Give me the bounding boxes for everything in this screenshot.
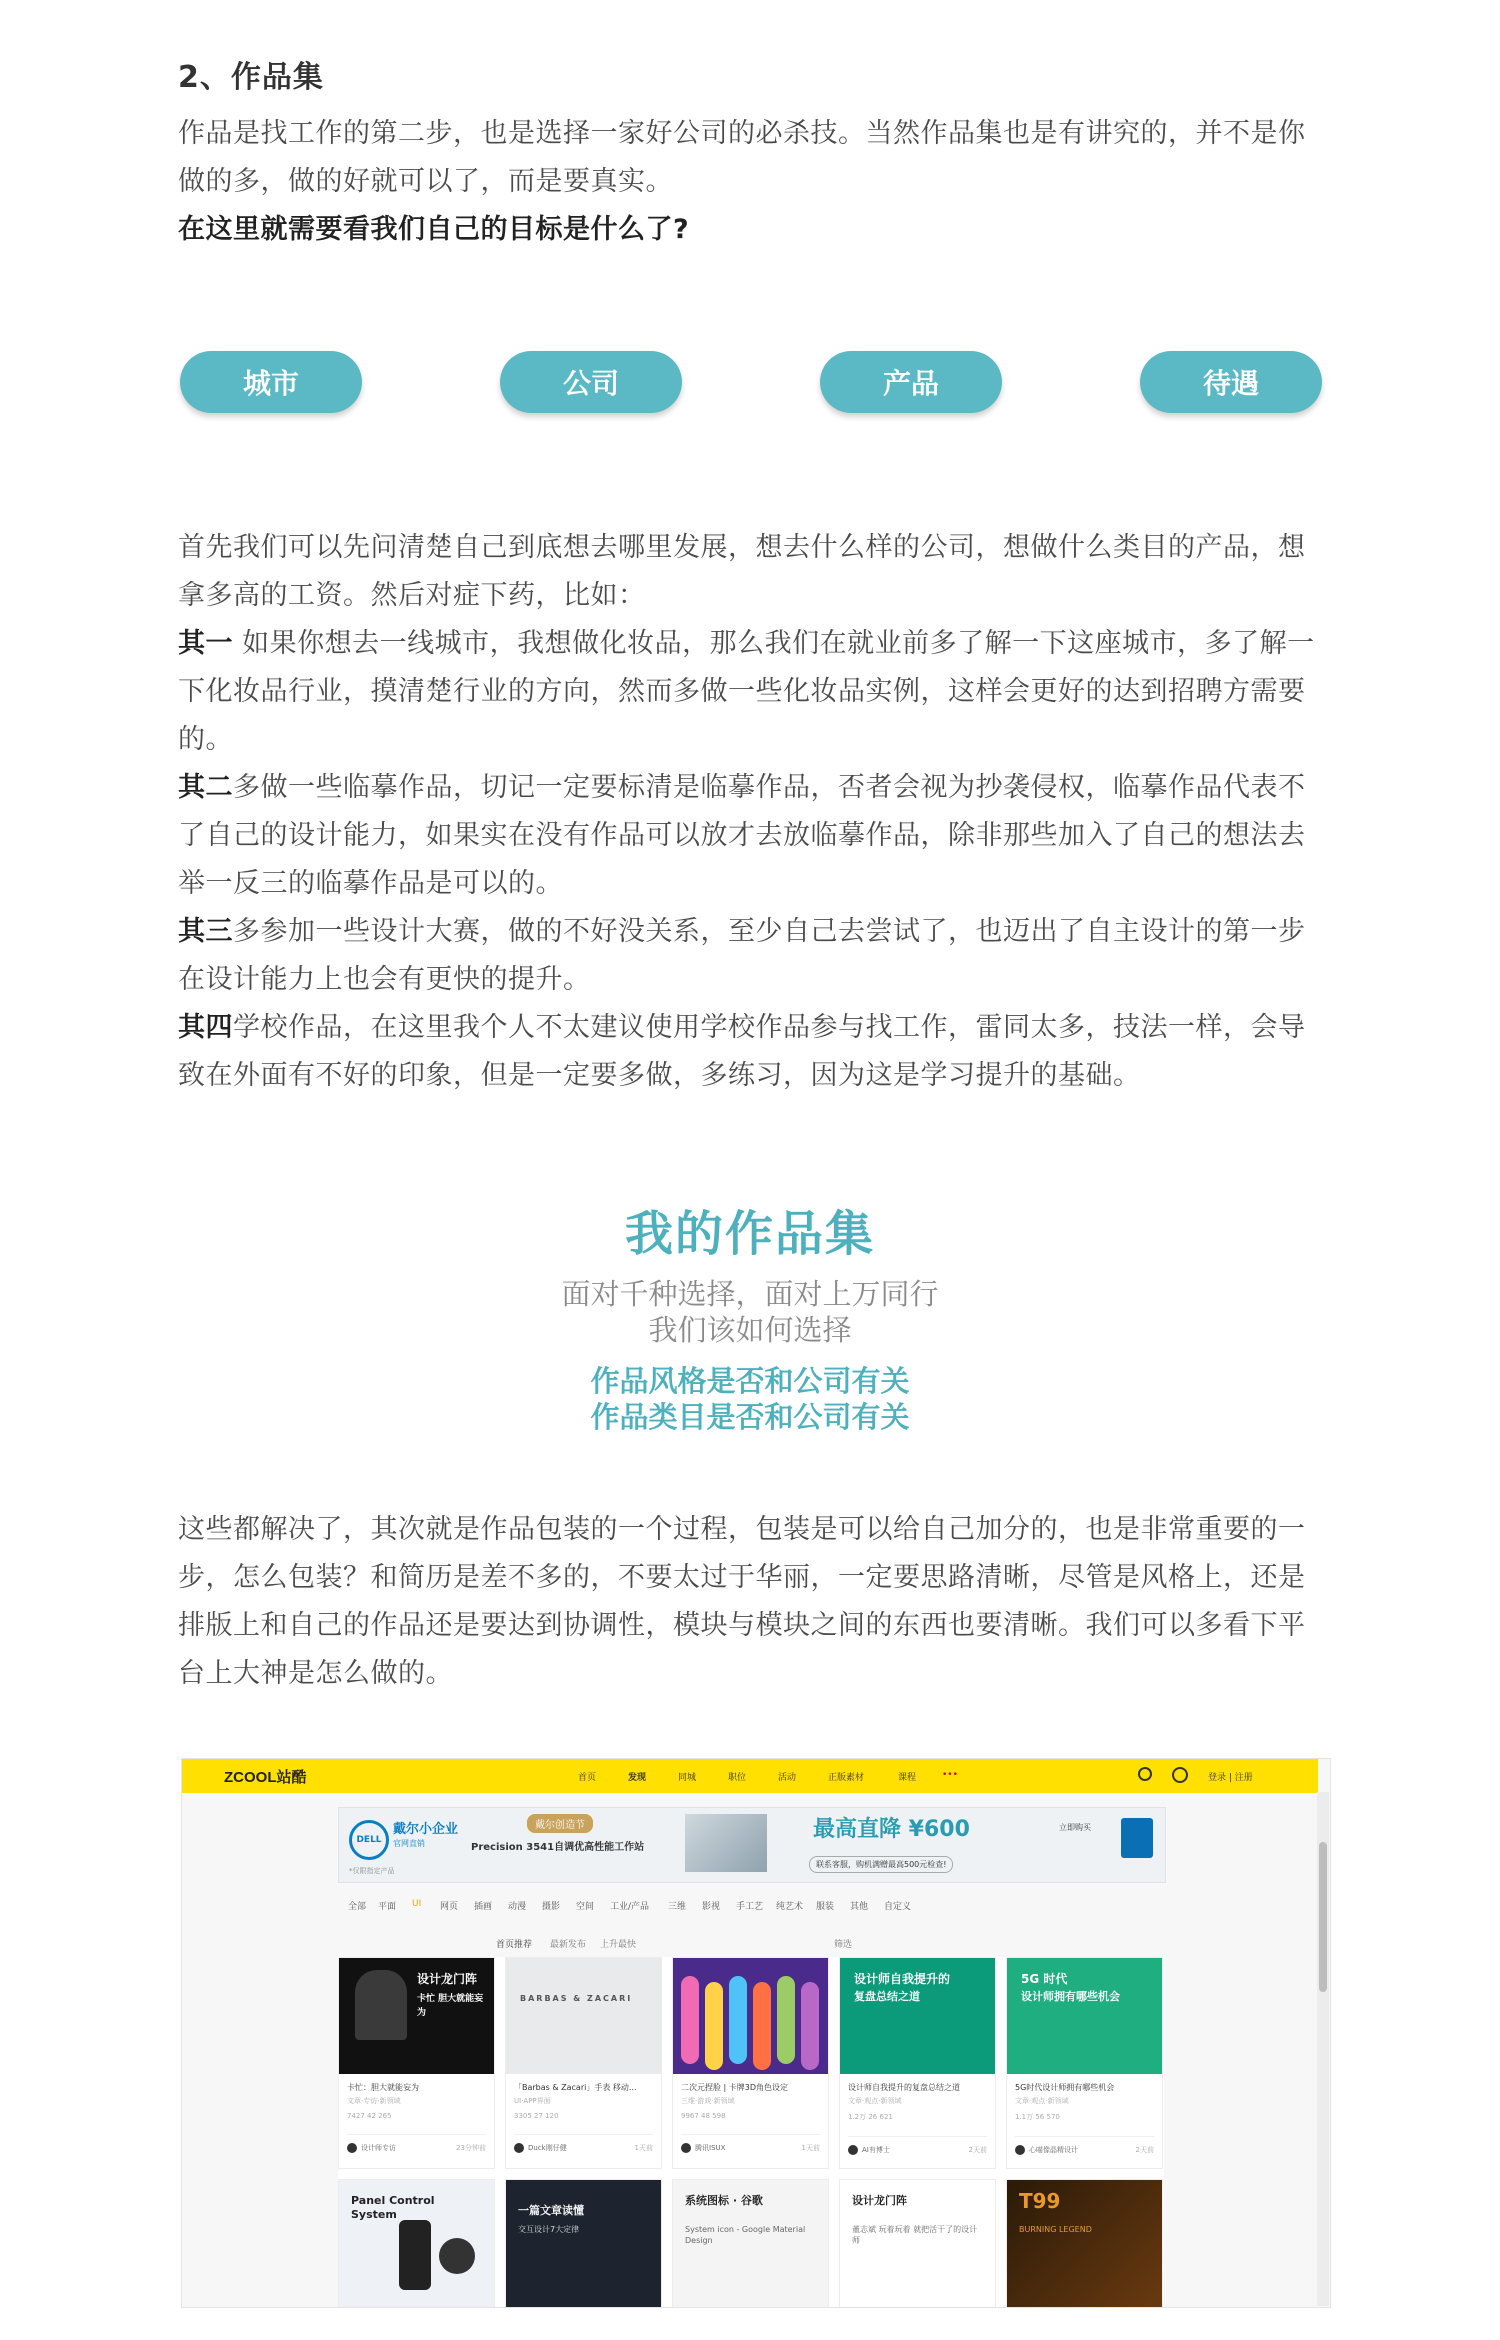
body-line: 拿多高的工资。然后对症下药，比如： (178, 580, 646, 611)
zcool-screenshot (181, 1758, 1331, 2308)
author-name[interactable]: 心喵像晶精设计 (1029, 2146, 1078, 2154)
ad-product: Precision 3541自调优高性能工作站 (471, 1842, 645, 1853)
portfolio-subtitle: 我们该如何选择 (648, 1313, 852, 1347)
point-label: 其一 (178, 628, 233, 659)
cat-3d[interactable]: 三维 (668, 1902, 687, 1912)
point-label: 其四 (178, 1012, 233, 1043)
cat-art[interactable]: 纯艺术 (776, 1902, 804, 1912)
card-img-title: 设计师自我提升的 (854, 1972, 951, 1986)
card-meta: 三维·游戏·新领域 (681, 2097, 735, 2105)
dell-logo: DELL (349, 1820, 389, 1860)
card-img-title: T99 (1019, 2189, 1061, 2213)
work-card[interactable] (505, 1957, 662, 2169)
avatar (681, 2143, 691, 2153)
search-icon[interactable] (1138, 1767, 1152, 1781)
cat-other[interactable]: 其他 (850, 1902, 869, 1912)
nav-city[interactable]: 同城 (678, 1773, 697, 1783)
nav-home[interactable]: 首页 (578, 1773, 597, 1783)
point-2: 其二多做一些临摹作品，切记一定要标清是临摹作品，否者会视为抄袭侵权，临摹作品代表不 (178, 772, 1306, 803)
card-meta: 文章·观点·新领域 (1015, 2097, 1069, 2105)
cat-graphic[interactable]: 平面 (378, 1902, 397, 1912)
character-figure (681, 1976, 699, 2064)
body-line: 排版上和自己的作品还是要达到协调性，模块与模块之间的东西也要清晰。我们可以多看下平 (178, 1610, 1306, 1641)
card-img-sub: 董志斌 玩着玩着 就把活干了的设计师 (852, 2225, 978, 2245)
card-grid (338, 1957, 1164, 2307)
cat-fashion[interactable]: 服装 (816, 1902, 835, 1912)
nav-jobs[interactable]: 职位 (728, 1773, 747, 1783)
ad-note: *仅限指定产品 (349, 1867, 395, 1875)
card-image (673, 2180, 828, 2308)
ad-brand-sub: 官网直销 (393, 1839, 425, 1848)
nav-stock[interactable]: 正版素材 (828, 1773, 865, 1783)
nav-more[interactable]: ••• (942, 1770, 958, 1780)
work-card[interactable] (505, 2179, 662, 2308)
watch-mockup (439, 2238, 475, 2274)
card-image (1007, 2180, 1162, 2308)
character-figure (705, 1982, 723, 2070)
nav-events[interactable]: 活动 (778, 1773, 797, 1783)
portfolio-subtitle: 面对千种选择，面对上万同行 (561, 1277, 939, 1311)
cat-web[interactable]: 网页 (440, 1902, 459, 1912)
portfolio-title: 我的作品集 (624, 1206, 875, 1262)
work-card[interactable] (839, 1957, 996, 2169)
card-img-title: BARBAS & ZACARI (520, 1994, 633, 2003)
work-card[interactable] (672, 1957, 829, 2169)
upload-icon[interactable] (1172, 1767, 1188, 1783)
body-line: 这些都解决了，其次就是作品包装的一个过程，包装是可以给自己加分的，也是非常重要的一 (178, 1514, 1306, 1545)
card-author (848, 2136, 987, 2155)
card-meta: 文章·专访·新领域 (347, 2097, 401, 2105)
nav-discover[interactable]: 发现 (628, 1773, 647, 1783)
card-meta: 文章·观点·新领域 (848, 2097, 902, 2105)
body-block-2 (178, 1506, 1338, 1698)
card-image (673, 1958, 828, 2074)
character-figure (753, 1982, 771, 2070)
work-card[interactable] (672, 2179, 829, 2308)
avatar (848, 2145, 858, 2155)
question-line: 在这里就需要看我们自己的目标是什么了? (178, 214, 690, 245)
card-image (339, 2180, 494, 2308)
card-image (339, 1958, 494, 2074)
nav-courses[interactable]: 课程 (898, 1773, 917, 1783)
pill-salary: 待遇 (1140, 351, 1322, 413)
top-nav-bar (182, 1759, 1318, 1793)
work-card[interactable] (1006, 2179, 1163, 2308)
card-stats: 7427 42 265 (347, 2112, 392, 2120)
body-line: 的。 (178, 724, 233, 755)
cat-custom[interactable]: 自定义 (884, 1902, 912, 1912)
point-4: 其四学校作品，在这里我个人不太建议使用学校作品参与找工作，雷同太多，技法一样，会导 (178, 1012, 1306, 1043)
point-label: 其二 (178, 772, 233, 803)
page-scrollbar[interactable] (1317, 1792, 1329, 2306)
card-author (1015, 2136, 1154, 2155)
post-time: 23分钟前 (456, 2144, 486, 2152)
card-stats: 1.1万 56 570 (1015, 2113, 1060, 2121)
cat-photo[interactable]: 摄影 (542, 1902, 561, 1912)
card-stats: 9967 48 598 (681, 2112, 726, 2120)
avatar (1015, 2145, 1025, 2155)
work-card[interactable] (338, 1957, 495, 2169)
cat-all[interactable]: 全部 (348, 1902, 367, 1912)
card-img-title: 一篇文章读懂 (518, 2204, 584, 2217)
character-figure (729, 1976, 747, 2064)
portfolio-accent: 作品类目是否和公司有关 (590, 1400, 910, 1434)
card-img-sub: 卡忙 胆大就能妄为 (417, 1994, 484, 2018)
card-img-title: Panel Control System (351, 2194, 435, 2221)
goal-pills (178, 351, 1338, 413)
ad-brand: 戴尔小企业 (393, 1822, 459, 1837)
card-img-sub: 设计师拥有哪些机会 (1021, 1990, 1120, 2003)
work-card[interactable] (839, 2179, 996, 2308)
card-meta: UI·APP界面 (514, 2097, 551, 2105)
card-title: 设计师自我提升的复盘总结之道 (848, 2083, 960, 2092)
intro-block (178, 110, 1338, 254)
card-author (681, 2134, 820, 2153)
post-time: 1天前 (801, 2144, 820, 2152)
intro-line: 做的多，做的好就可以了，而是要真实。 (178, 166, 673, 197)
ad-buy[interactable]: 立即购买 (1059, 1823, 1091, 1832)
card-image (506, 1958, 661, 2074)
body-block-1 (178, 524, 1338, 1100)
body-line: 举一反三的临摹作品是可以的。 (178, 868, 563, 899)
laptop-image (685, 1814, 767, 1872)
point-3: 其三多参加一些设计大赛，做的不好没关系，至少自己去尝试了，也迈出了自主设计的第一步 (178, 916, 1306, 947)
card-img-sub: BURNING LEGEND (1019, 2225, 1092, 2234)
body-line: 在设计能力上也会有更快的提升。 (178, 964, 591, 995)
card-title: 5G时代设计师拥有哪些机会 (1015, 2083, 1115, 2092)
pill-product: 产品 (820, 351, 1002, 413)
avatar (514, 2143, 524, 2153)
work-card[interactable] (338, 2179, 495, 2308)
cat-film[interactable]: 影视 (702, 1902, 721, 1912)
post-time: 1天前 (634, 2144, 653, 2152)
cat-illustration[interactable]: 插画 (474, 1902, 493, 1912)
card-title: 「Barbas & Zacari」手表 移动... (514, 2083, 637, 2092)
post-time: 2天前 (1135, 2146, 1154, 2154)
card-author (347, 2134, 486, 2153)
work-card[interactable] (1006, 1957, 1163, 2169)
dell-ad-banner[interactable] (338, 1807, 1166, 1883)
intel-badge (1121, 1818, 1153, 1858)
tab-recommended[interactable]: 首页推荐 (496, 1940, 533, 1950)
card-image (1007, 1958, 1162, 2074)
ad-festival: 戴尔创造节 (527, 1814, 593, 1833)
post-time: 2天前 (968, 2146, 987, 2154)
cat-space[interactable]: 空间 (576, 1902, 595, 1912)
card-stats: 1.2万 26 621 (848, 2113, 893, 2121)
card-img-title: 设计龙门阵 (417, 1972, 478, 1986)
card-img-sub: 交互设计7大定律 (518, 2225, 580, 2234)
body-line: 了自己的设计能力，如果实在没有作品可以放才去放临摹作品，除非那些加入了自己的想法去 (178, 820, 1306, 851)
author-name[interactable]: 腾讯ISUX (695, 2144, 726, 2152)
author-name[interactable]: AI有博士 (862, 2146, 890, 2154)
body-line: 下化妆品行业，摸清楚行业的方向，然而多做一些化妆品实例，这样会更好的达到招聘方需要 (178, 676, 1306, 707)
cat-craft[interactable]: 手工艺 (736, 1902, 764, 1912)
pill-city: 城市 (180, 351, 362, 413)
section-heading: 2、作品集 (178, 60, 324, 95)
cat-anime[interactable]: 动漫 (508, 1902, 527, 1912)
phone-mockup (399, 2220, 431, 2290)
person-photo (355, 1970, 407, 2040)
pill-company: 公司 (500, 351, 682, 413)
cat-industrial[interactable]: 工业/产品 (610, 1902, 650, 1912)
cat-ui[interactable]: UI (412, 1899, 422, 1909)
ad-price-note: 联系客服，购机满赠最高500元检查! (809, 1856, 953, 1873)
character-figure (777, 1976, 795, 2064)
body-line: 致在外面有不好的印象，但是一定要多做，多练习，因为这是学习提升的基础。 (178, 1060, 1141, 1091)
card-image (840, 1958, 995, 2074)
author-name[interactable]: 设计师专访 (361, 2144, 396, 2152)
author-name[interactable]: Duck刚仔健 (528, 2144, 567, 2152)
card-img-title: 设计龙门阵 (852, 2194, 907, 2207)
card-img-sub: 复盘总结之道 (854, 1990, 920, 2003)
login-link[interactable]: 登录 | 注册 (1208, 1773, 1253, 1783)
avatar (347, 2143, 357, 2153)
card-img-title: 5G 时代 (1021, 1972, 1068, 1986)
portfolio-accent: 作品风格是否和公司有关 (590, 1364, 910, 1398)
zcool-logo: ZCOOL站酷 (224, 1769, 307, 1786)
character-figure (801, 1982, 819, 2070)
filter-button[interactable]: 筛选 (834, 1940, 853, 1950)
card-img-title: 系统图标 · 谷歌 (685, 2194, 763, 2207)
card-title: 二次元捏脸 | 卡牌3D角色设定 (681, 2083, 789, 2092)
card-stats: 3305 27 120 (514, 2112, 559, 2120)
card-img-sub: System icon - Google Material Design (685, 2225, 806, 2245)
point-label: 其三 (178, 916, 233, 947)
card-image (840, 2180, 995, 2308)
card-image (506, 2180, 661, 2308)
body-line: 台上大神是怎么做的。 (178, 1658, 453, 1689)
scroll-thumb[interactable] (1319, 1842, 1327, 1992)
ad-price: 最高直降 ¥600 (813, 1817, 970, 1842)
card-title: 卡忙：胆大就能妄为 (347, 2083, 419, 2092)
point-1: 其一 如果你想去一线城市，我想做化妆品，那么我们在就业前多了解一下这座城市，多了解一 (178, 628, 1315, 659)
intro-line: 作品是找工作的第二步，也是选择一家好公司的必杀技。当然作品集也是有讲究的，并不是你 (178, 118, 1306, 149)
tab-latest[interactable]: 最新发布 (550, 1940, 587, 1950)
card-author (514, 2134, 653, 2153)
body-line: 步，怎么包装？和简历是差不多的，不要太过于华丽，一定要思路清晰，尽管是风格上，还是 (178, 1562, 1306, 1593)
body-line: 首先我们可以先问清楚自己到底想去哪里发展，想去什么样的公司，想做什么类目的产品，想 (178, 532, 1306, 563)
tab-rising[interactable]: 上升最快 (600, 1940, 637, 1950)
